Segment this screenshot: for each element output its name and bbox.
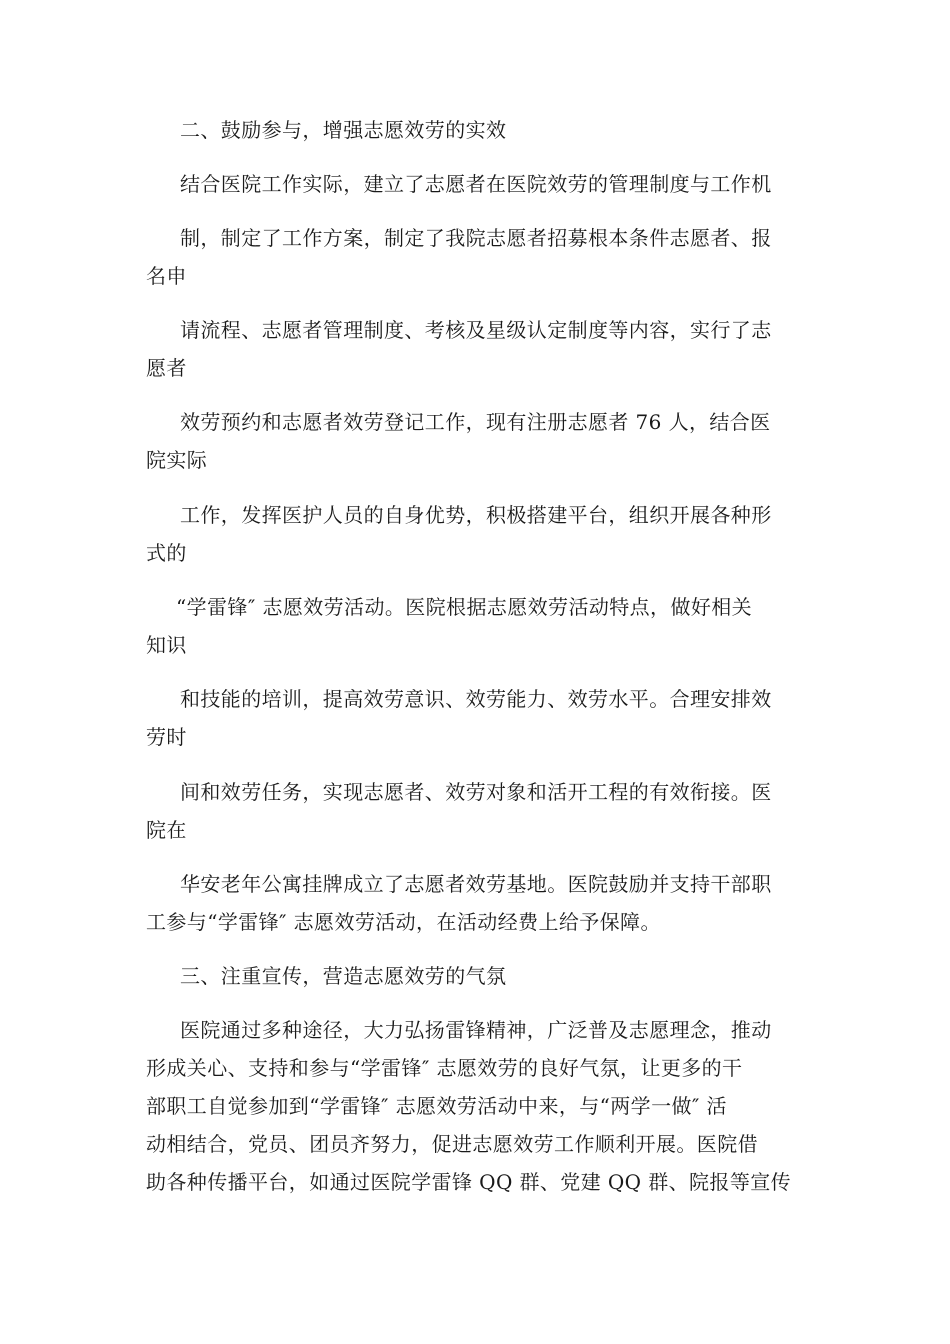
- paragraph-line: 华安老年公寓挂牌成立了志愿者效劳基地。医院鼓励并支持干部职: [180, 872, 772, 896]
- paragraph-line-wrap: 工参与“学雷锋″ 志愿效劳活动，在活动经费上给予保障。: [146, 910, 661, 934]
- paragraph-line: “学雷锋″ 志愿效劳活动。医院根据志愿效劳活动特点，做好相关: [176, 595, 753, 619]
- paragraph-line: 结合医院工作实际，建立了志愿者在医院效劳的管理制度与工作机: [180, 172, 772, 196]
- paragraph-line: 制，制定了工作方案，制定了我院志愿者招募根本条件志愿者、报: [180, 226, 772, 250]
- paragraph-line: 医院通过多种途径，大力弘扬雷锋精神，广泛普及志愿理念，推动: [180, 1018, 772, 1042]
- paragraph-line: 请流程、志愿者管理制度、考核及星级认定制度等内容，实行了志: [180, 318, 772, 342]
- paragraph-line-wrap: 院实际: [146, 448, 208, 472]
- paragraph-line: 部职工自觉参加到“学雷锋″ 志愿效劳活动中来，与“两学一做″ 活: [146, 1094, 727, 1118]
- paragraph-line-wrap: 愿者: [146, 356, 187, 380]
- paragraph-line: 间和效劳任务，实现志愿者、效劳对象和活开工程的有效衔接。医: [180, 780, 772, 804]
- paragraph-line-wrap: 式的: [146, 541, 187, 565]
- paragraph-line: 形成关心、支持和参与“学雷锋″ 志愿效劳的良好气氛，让更多的干: [146, 1056, 743, 1080]
- paragraph-line: 助各种传播平台，如通过医院学雷锋 QQ 群、党建 QQ 群、院报等宣传: [146, 1170, 792, 1194]
- paragraph-line: 动相结合，党员、团员齐努力，促进志愿效劳工作顺利开展。医院借: [146, 1132, 758, 1156]
- paragraph-line-wrap: 院在: [146, 818, 187, 842]
- paragraph-line-wrap: 知识: [146, 633, 187, 657]
- paragraph-line-wrap: 名申: [146, 264, 187, 288]
- paragraph-line: 和技能的培训，提高效劳意识、效劳能力、效劳水平。合理安排效: [180, 687, 772, 711]
- paragraph-line: 工作，发挥医护人员的自身优势，积极搭建平台，组织开展各种形: [180, 503, 772, 527]
- section-2-heading: 二、鼓励参与，增强志愿效劳的实效: [180, 118, 507, 142]
- section-3-heading: 三、注重宣传，营造志愿效劳的气氛: [180, 964, 507, 988]
- paragraph-line: 效劳预约和志愿者效劳登记工作，现有注册志愿者 76 人，结合医: [180, 410, 771, 434]
- paragraph-line-wrap: 劳时: [146, 725, 187, 749]
